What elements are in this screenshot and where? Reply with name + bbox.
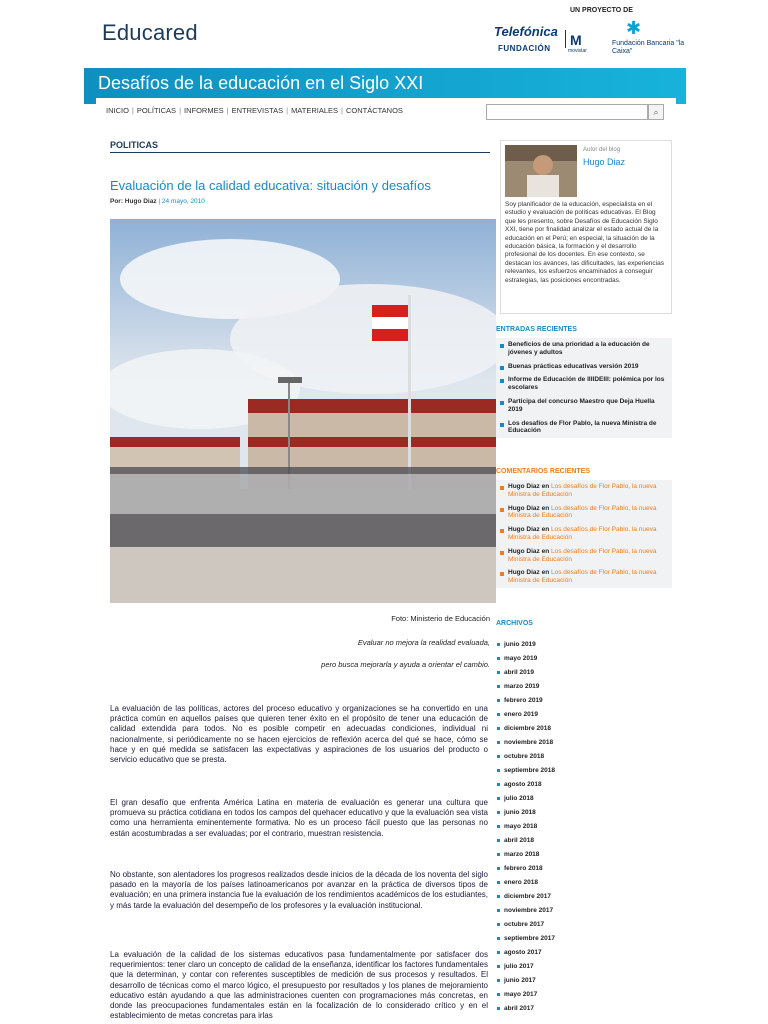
caixa-label[interactable]: Fundación Bancaria "la Caixa" <box>612 40 685 55</box>
nav-inicio[interactable]: INICIO <box>106 106 129 115</box>
post-byline <box>110 198 205 205</box>
blog-title[interactable]: Desafíos de la educación en el Siglo XXI <box>98 73 424 93</box>
archive-item[interactable]: noviembre 2018 <box>496 736 672 750</box>
comment-item <box>496 545 672 567</box>
archive-item[interactable]: junio 2018 <box>496 806 672 820</box>
movistar-label: movistar <box>568 48 587 54</box>
comment-en: en <box>539 483 551 490</box>
nav-separator: | <box>179 106 182 115</box>
recent-post-item[interactable]: Participa del concurso Maestro que Deja Huella 2019 <box>496 395 672 417</box>
archive-item[interactable]: septiembre 2018 <box>496 764 672 778</box>
section-title: POLITICAS <box>110 140 159 150</box>
comment-author[interactable]: Hugo Diaz <box>508 483 540 490</box>
post-author[interactable]: Por: Hugo Diaz <box>110 198 157 205</box>
archive-item[interactable]: enero 2018 <box>496 876 672 890</box>
archive-item[interactable]: junio 2019 <box>496 638 672 652</box>
logo-divider <box>565 30 566 48</box>
archive-item[interactable]: octubre 2017 <box>496 918 672 932</box>
telefonica-logo[interactable]: Telefónica <box>494 24 558 39</box>
post-paragraph: La evaluación de las políticas, actores del proceso educativo y organizaciones se ha convertido en una práctica común en aquellos países que quieren tener éxito en el propósito de tener una educación de calidad extendida para todos. No es posible competir en adecuadas condiciones, individual ni nacionalmente, si periódicamente no se hacen ejercicios de reflexión acerca del qué se hace, cómo se hace y en qué medida se satisfacen las expectativas y aspiraciones de los usuarios del producto o servicio educativo que se presta. <box>110 704 488 765</box>
comment-item <box>496 502 672 524</box>
comment-en: en <box>539 504 551 512</box>
archive-item[interactable]: abril 2018 <box>496 834 672 848</box>
archive-item[interactable]: diciembre 2018 <box>496 722 672 736</box>
archive-item[interactable]: mayo 2019 <box>496 652 672 666</box>
search-icon: ⌕ <box>653 107 659 117</box>
archive-item[interactable]: agosto 2017 <box>496 946 672 960</box>
comment-en: en <box>539 547 551 555</box>
author-widget <box>500 140 672 314</box>
section-divider <box>110 152 490 153</box>
main-nav <box>106 106 403 115</box>
nav-separator: | <box>131 106 134 115</box>
proyecto-label: UN PROYECTO DE <box>570 7 633 14</box>
recent-post-item[interactable]: Buenas prácticas educativas versión 2019 <box>496 360 672 374</box>
recent-posts-list <box>496 338 672 438</box>
top-header <box>84 0 686 68</box>
search-button[interactable] <box>648 104 664 120</box>
comment-author[interactable]: Hugo Diaz <box>508 504 540 512</box>
comment-item <box>496 523 672 545</box>
page-frame <box>84 0 686 1024</box>
comment-en: en <box>539 569 551 577</box>
archive-item[interactable]: abril 2017 <box>496 1002 672 1016</box>
comment-post-link[interactable]: Los desafíos de Flor Pablo, la nueva Ministra de Educación <box>508 504 657 520</box>
nav-separator: | <box>341 106 343 115</box>
post-quote-line2: pero busca mejorarla y ayuda a orientar el cambio. <box>321 660 490 669</box>
archive-item[interactable]: mayo 2018 <box>496 820 672 834</box>
comment-item <box>496 566 672 588</box>
author-description: Soy planificador de la educación, especialista en el estudio y evaluación de políticas educativas. El Blog que les presento, sobre Desafíos de Educación Siglo XXI, tiene por finalidad analizar el estado actual de la educación en el Perú; en especial, la situación de la educación básica, la formación y el desarrollo profesional de los docentes. En ese contexto, se destacan los avances, las dificultades, las experiencias relevantes, los esfuerzos encaminados a conseguir estrategias, las posiciones encontradas. <box>505 201 664 284</box>
author-avatar <box>505 145 577 197</box>
post-title[interactable]: Evaluación de la calidad educativa: situación y desafíos <box>110 178 431 193</box>
content-area <box>96 98 676 1024</box>
recent-post-item[interactable]: Los desafíos de Flor Pablo, la nueva Ministra de Educación <box>496 417 672 439</box>
post-paragraph: No obstante, son alentadores los progresos realizados desde inicios de la década de los noventa del siglo pasado en la mayoría de los países latinoamericanos por avanzar en la práctica de diversos tipos de evaluación; en una primera instancia fue la evaluación de los rendimientos académicos de los estudiantes, y más tarde la evaluación del desempeño de los profesores y la evaluación institucional. <box>110 870 489 910</box>
nav-materiales[interactable]: MATERIALES <box>291 106 339 115</box>
recent-comments-heading: COMENTARIOS RECIENTES <box>496 468 590 475</box>
archive-item[interactable]: abril 2019 <box>496 666 672 680</box>
post-paragraph: La evaluación de la calidad de los sistemas educativos pasa fundamentalmente por satisfacer dos requerimientos: tener claro un concepto de calidad de la enseñanza, identificar los factores fundamentales que la determinan, y contar con referentes susceptibles de medición de sus procesos y resultados. El desarrollo de técnicas como el marco lógico, el presupuesto por resultados y los planes de mejoramiento educativo están ayudando a que las administraciones cuenten con programaciones más concretas, en donde las preocupaciones fundamentales están en la focalización de lo considerado crítico y en el establecimiento de metas concretas para irlas <box>110 950 488 1021</box>
comment-item <box>496 480 672 502</box>
comment-post-link[interactable]: Los desafíos de Flor Pablo, la nueva Ministra de Educación <box>508 526 657 541</box>
archive-item[interactable]: noviembre 2017 <box>496 904 672 918</box>
recent-post-item[interactable]: Beneficios de una prioridad a la educación de jóvenes y adultos <box>496 338 672 360</box>
archive-item[interactable]: febrero 2018 <box>496 862 672 876</box>
archive-item[interactable]: enero 2019 <box>496 708 672 722</box>
comment-author[interactable]: Hugo Diaz <box>508 547 540 555</box>
archive-item[interactable]: mayo 2017 <box>496 988 672 1002</box>
nav-politicas[interactable]: POLÍTICAS <box>136 106 177 115</box>
recent-comments-list <box>496 480 672 588</box>
post-paragraph: El gran desafío que enfrenta América Latina en materia de evaluación es generar una cultura que promueva su práctica cotidiana en todos los campos del quehacer educativo y que la evaluación sea vista como una herramienta eminentemente formativa. No es un proceso fácil puesto que las personas no están acostumbradas a ser evaluadas; por el contrario, muestran resistencia. <box>110 798 488 838</box>
recent-posts-heading: ENTRADAS RECIENTES <box>496 326 577 333</box>
comment-post-link[interactable]: Los desafíos de Flor Pablo, la nueva Ministra de Educación <box>508 483 657 498</box>
archive-item[interactable]: julio 2017 <box>496 960 672 974</box>
archive-item[interactable]: marzo 2019 <box>496 680 672 694</box>
author-name[interactable]: Hugo Diaz <box>583 157 626 167</box>
movistar-logo[interactable]: M <box>570 32 582 48</box>
post-date: | 24 mayo, 2010 <box>158 198 205 205</box>
archive-item[interactable]: marzo 2018 <box>496 848 672 862</box>
comment-post-link[interactable]: Los desafíos de Flor Pablo, la nueva Ministra de Educación <box>508 569 657 585</box>
photo-caption: Foto: Ministerio de Educación <box>391 614 490 623</box>
archives-heading: ARCHIVOS <box>496 620 533 627</box>
nav-entrevistas[interactable]: ENTREVISTAS <box>231 106 284 115</box>
archive-item[interactable]: diciembre 2017 <box>496 890 672 904</box>
comment-en: en <box>539 526 551 534</box>
archive-item[interactable]: julio 2018 <box>496 792 672 806</box>
school-courtyard-image <box>110 219 496 603</box>
archive-item[interactable]: septiembre 2017 <box>496 932 672 946</box>
archive-item[interactable]: febrero 2019 <box>496 694 672 708</box>
archives-list <box>496 638 672 1016</box>
archive-item[interactable]: octubre 2018 <box>496 750 672 764</box>
archive-item[interactable]: junio 2017 <box>496 974 672 988</box>
search-input[interactable] <box>486 104 648 120</box>
nav-informes[interactable]: INFORMES <box>184 106 224 115</box>
nav-separator: | <box>226 106 229 115</box>
post-photo <box>110 219 496 603</box>
caixa-star-icon: ✱ <box>626 18 642 38</box>
comment-author[interactable]: Hugo Diaz <box>508 569 540 577</box>
recent-post-item[interactable]: Informe de Educación de IIIIDEIII: polémica por los escolares <box>496 373 672 395</box>
comment-post-link[interactable]: Los desafíos de Flor Pablo, la nueva Ministra de Educación <box>508 547 657 563</box>
nav-separator: | <box>286 106 289 115</box>
fundacion-label: FUNDACIÓN <box>498 44 551 53</box>
nav-contactanos[interactable]: CONTÁCTANOS <box>345 106 403 115</box>
post-quote-line1: Evaluar no mejora la realidad evaluada, <box>357 638 490 647</box>
archive-item[interactable]: agosto 2018 <box>496 778 672 792</box>
author-label: Autor del blog <box>583 147 621 153</box>
educared-logo[interactable]: Educared <box>102 20 198 45</box>
comment-author[interactable]: Hugo Diaz <box>508 526 540 534</box>
